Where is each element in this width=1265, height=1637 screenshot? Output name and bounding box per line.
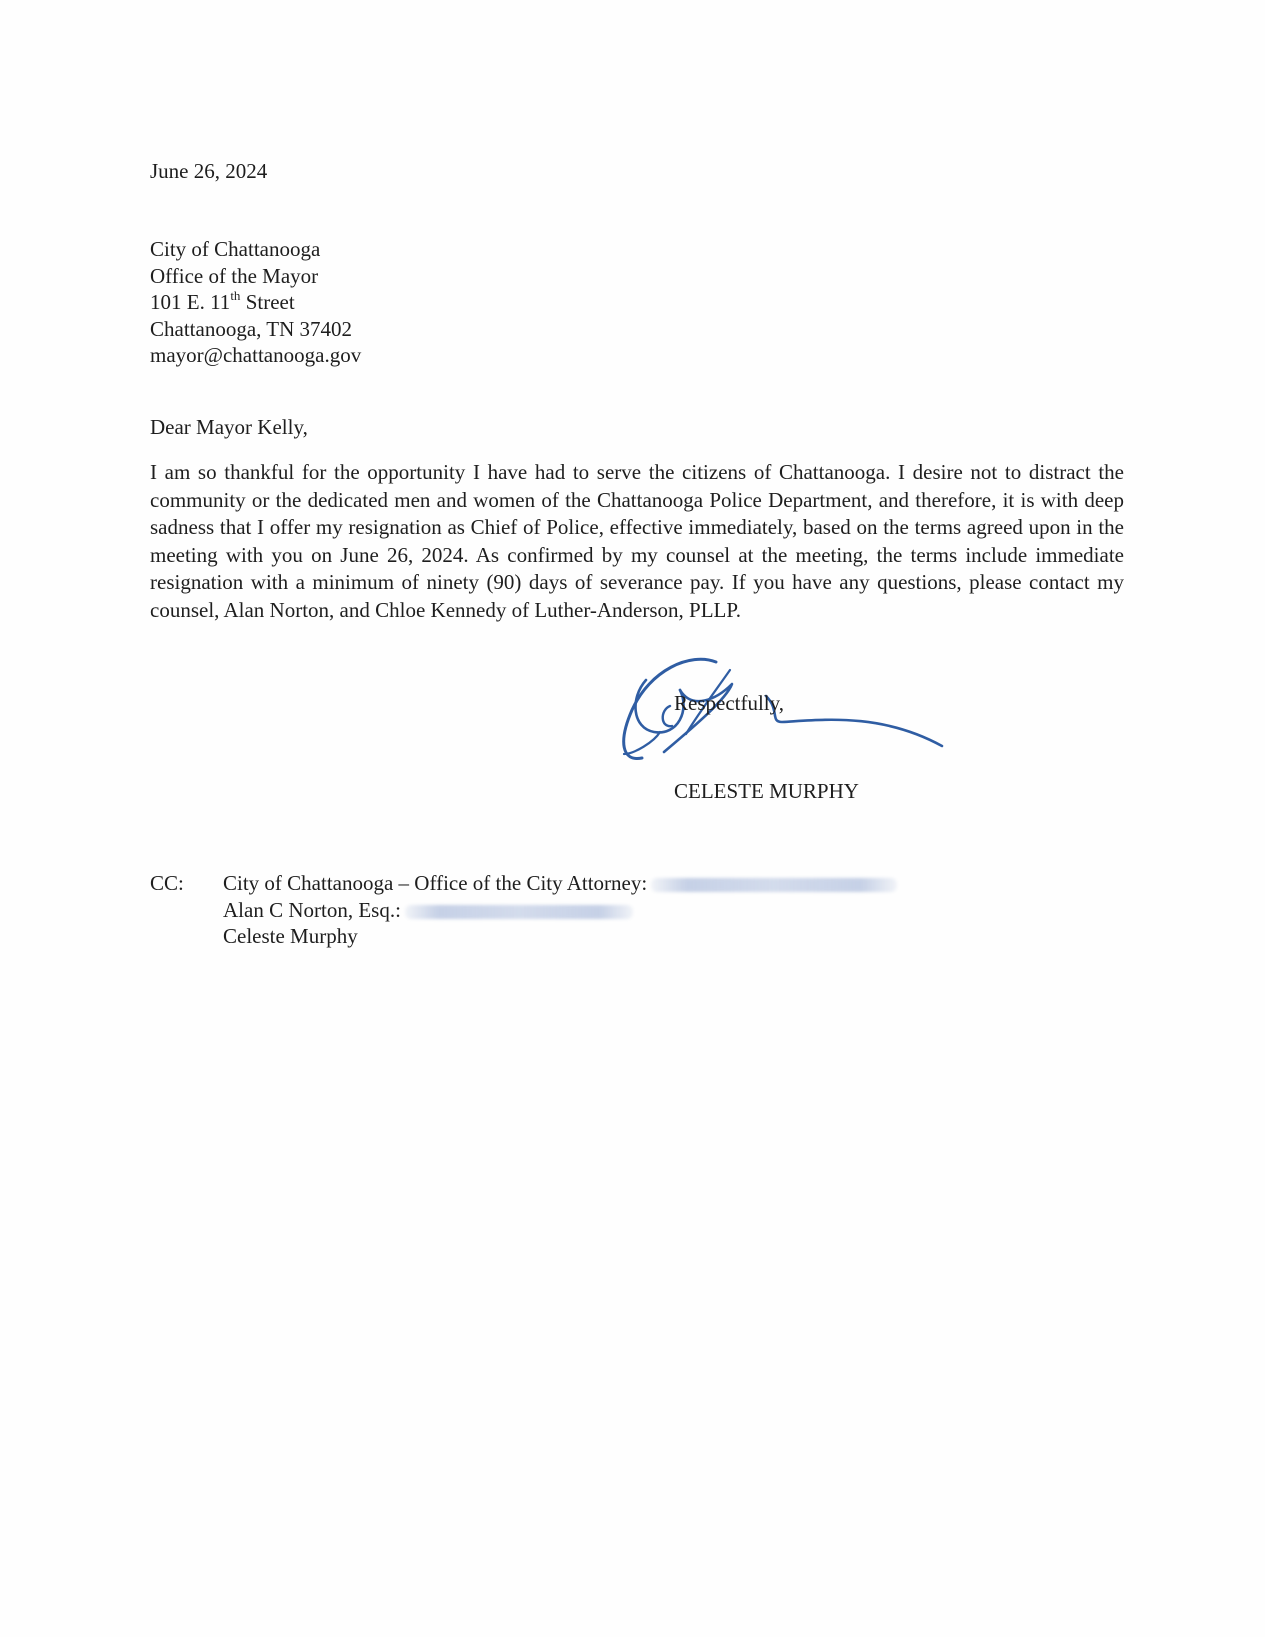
cc-line-3: Celeste Murphy <box>223 924 358 948</box>
recipient-street <box>150 289 361 316</box>
cc-line-2: Alan C Norton, Esq.: <box>223 897 401 922</box>
closing: Respectfully, <box>674 691 785 715</box>
cc-item <box>223 870 897 897</box>
salutation: Dear Mayor Kelly, <box>150 415 308 439</box>
letter-body: I am so thankful for the opportunity I have had to serve the citizens of Chattanooga. I desire not to distract the community or the dedicated men and women of the Chattanooga Police Department, and therefore, it is with deep sadness that I offer my resignation as Chief of Police, effective immediately, based on the terms agreed upon in the meeting with you on June 26, 2024. As confirmed by my counsel at the meeting, the terms include immediate resignation with a minimum of ninety (90) days of severance pay. If you have any questions, please contact my counsel, Alan Norton, and Chloe Kennedy of Luther-Anderson, PLLP. <box>150 460 1124 622</box>
signer-name: CELESTE MURPHY <box>674 779 859 803</box>
cc-label: CC: <box>150 871 184 895</box>
street-ordinal-suffix: th <box>230 288 241 303</box>
redacted-email <box>651 878 897 892</box>
redacted-email <box>405 905 633 919</box>
street-name: Street <box>240 290 295 314</box>
street-number: 101 E. 11 <box>150 290 231 314</box>
recipient-line-2: Office of the Mayor <box>150 263 319 288</box>
recipient-city-line: Chattanooga, TN 37402 <box>150 316 353 341</box>
cc-item <box>223 897 897 924</box>
recipient-address <box>150 236 361 369</box>
recipient-email: mayor@chattanooga.gov <box>150 343 362 367</box>
cc-list <box>223 870 897 950</box>
cc-line-1: City of Chattanooga – Office of the City Attorney: <box>223 871 648 895</box>
letter-date: June 26, 2024 <box>150 159 268 183</box>
recipient-line-1: City of Chattanooga <box>150 237 321 261</box>
